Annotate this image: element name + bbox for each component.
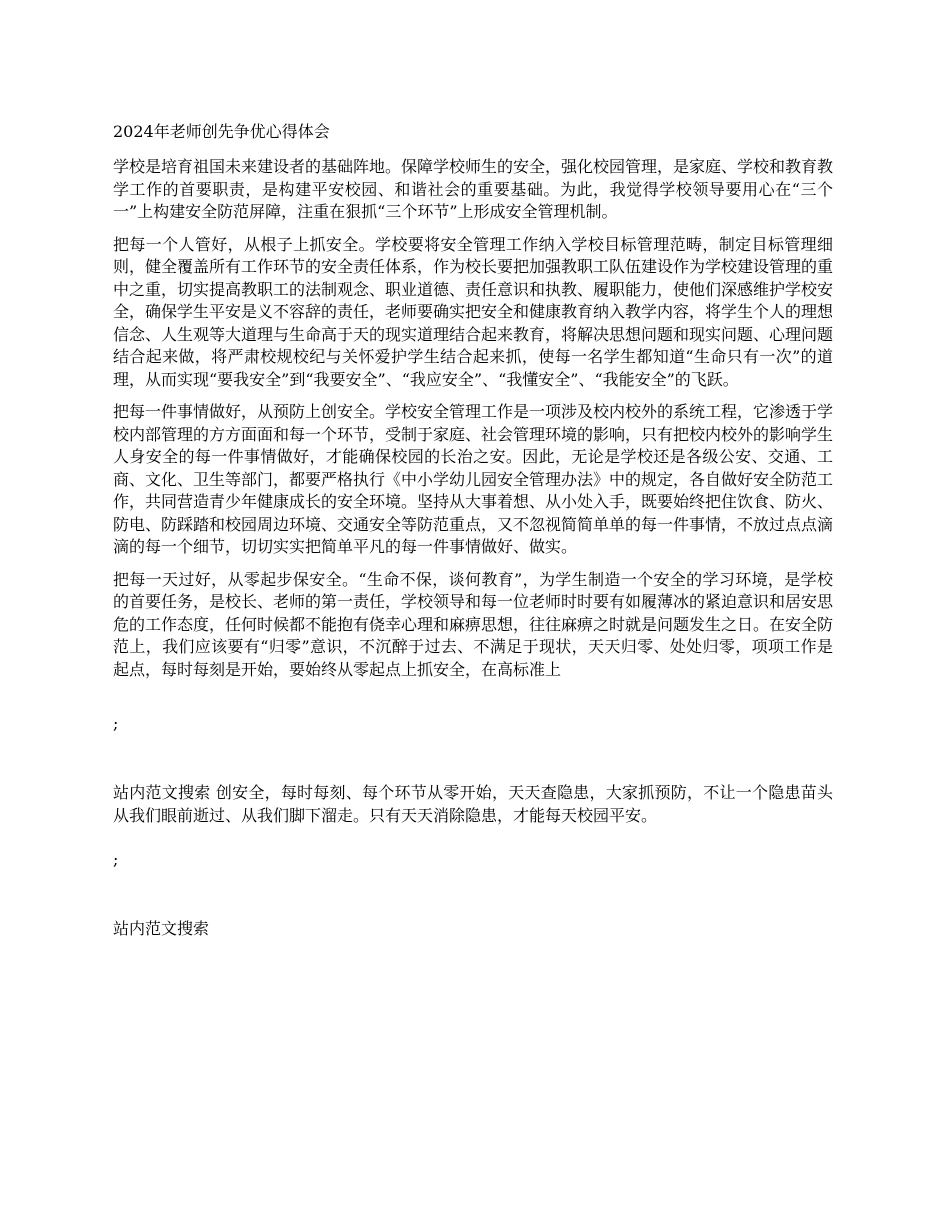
document-title: 2024年老师创先争优心得体会 [113,122,330,141]
semicolon-separator: ; [113,714,119,733]
document-page [113,120,833,940]
paragraph-intro: 学校是培育祖国未来建设者的基础阵地。保障学校师生的安全，强化校园管理，是家庭、学校和教育教学工作的首要职责，是构建平安校园、和谐社会的重要基础。为此，我觉得学校领导要用心在“三个一”上构建安全防范屏障，注重在狠抓“三个环节”上形成安全管理机制。 [113,157,834,221]
search-paragraph: 站内范文搜索 创安全，每时每刻、每个环节从零开始，天天查隐患，大家抓预防，不让一个隐患苗头从我们眼前逝过、从我们脚下溜走。只有天天消除隐患，才能每天校园平安。 [113,783,833,825]
paragraph-events: 把每一件事情做好，从预防上创安全。学校安全管理工作是一项涉及校内校外的系统工程，它渗透于学校内部管理的方方面面和每一个环节，受制于家庭、社会管理环境的影响，只有把校内校外的影响学生人身安全的每一件事情做好，才能确保校园的长治之安。因此，无论是学校还是各级公安、交通、工商、文化、卫生等部门，都要严格执行《中小学幼儿园安全管理办法》中的规定，各自做好安全防范工作，共同营造青少年健康成长的安全环境。坚持从大事着想、从小处入手，既要始终把住饮食、防火、防电、防踩踏和校园周边环境、交通安全等防范重点，又不忽视简简单单的每一件事情，不放过点点滴滴的每一个细节，切切实实把简单平凡的每一件事情做好、做实。 [113,402,834,556]
paragraph-people: 把每一个人管好，从根子上抓安全。学校要将安全管理工作纳入学校目标管理范畴，制定目标管理细则，健全覆盖所有工作环节的安全责任体系，作为校长要把加强教职工队伍建设作为学校建设管理的重中之重，切实提高教职工的法制观念、职业道德、责任意识和执教、履职能力，使他们深感维护学校安全，确保学生平安是义不容辞的责任，老师要确实把安全和健康教育纳入教学内容，将学生个人的理想信念、人生观等大道理与生命高于天的现实道理结合起来教育，将解决思想问题和现实问题、心理问题结合起来做，将严肃校规校纪与关怀爱护学生结合起来抓，使每一名学生都知道“生命只有一次”的道理，从而实现“要我安全”到“我要安全”、“我应安全”、“我懂安全”、“我能安全”的飞跃。 [113,234,834,389]
semicolon-separator-2: ; [113,850,119,869]
paragraph-daily: 把每一天过好，从零起步保安全。“生命不保，谈何教育”，为学生制造一个安全的学习环境，是学校的首要任务，是校长、老师的第一责任，学校领导和每一位老师时时要有如履薄冰的紧迫意识和居安思危的工作态度，任何时候都不能抱有侥幸心理和麻痹思想，往往麻痹之时就是问题发生之日。在安全防范上，我们应该要有“归零”意识，不沉醉于过去、不满足于现状，天天归零、处处归零，项项工作是起点，每时每刻是开始，要始终从零起点上抓安全，在高标准上 [113,569,834,679]
site-search-link[interactable]: 站内范文搜索 [113,919,210,938]
